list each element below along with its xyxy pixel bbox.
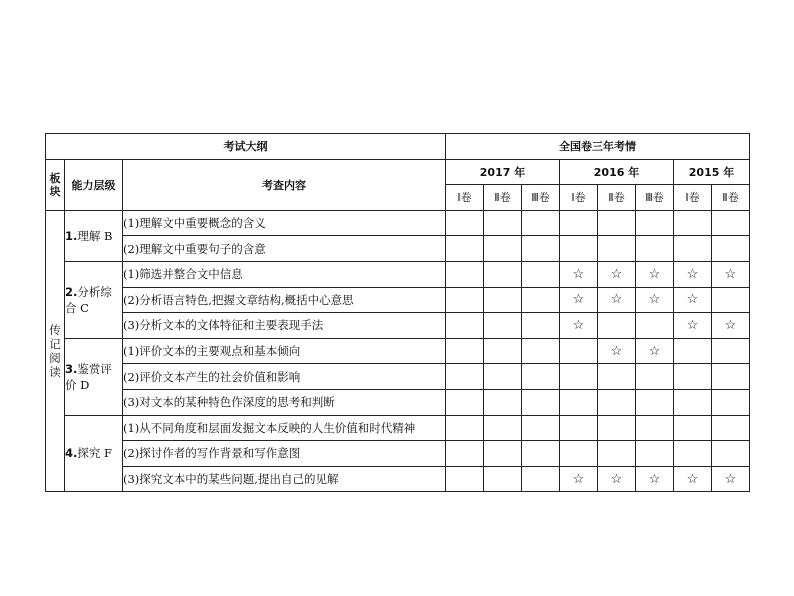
level-cell: 1.理解 B — [65, 210, 123, 261]
mark-cell — [674, 236, 712, 262]
year-header-2015: 2015 年 — [674, 159, 750, 185]
star-mark: ☆ — [598, 261, 636, 287]
mark-cell — [674, 210, 712, 236]
mark-cell — [522, 313, 560, 339]
mark-cell — [446, 210, 484, 236]
star-mark: ☆ — [560, 261, 598, 287]
mark-cell — [598, 415, 636, 441]
mark-cell — [484, 261, 522, 287]
mark-cell — [484, 313, 522, 339]
mark-cell — [598, 236, 636, 262]
star-mark: ☆ — [674, 466, 712, 492]
content-cell: (2)评价文本产生的社会价值和影响 — [123, 364, 446, 390]
section-label: 传记阅读 — [46, 210, 65, 492]
mark-cell — [598, 313, 636, 339]
content-cell: (2)探讨作者的写作背景和写作意图 — [123, 441, 446, 467]
content-cell: (1)评价文本的主要观点和基本倾向 — [123, 338, 446, 364]
star-mark: ☆ — [636, 338, 674, 364]
level-cell: 4.探究 F — [65, 415, 123, 492]
mark-cell — [446, 415, 484, 441]
paper-header: Ⅲ卷 — [636, 185, 674, 211]
mark-cell — [560, 338, 598, 364]
exam-outline-header: 考试大纲 — [46, 134, 446, 160]
mark-cell — [636, 441, 674, 467]
mark-cell — [674, 389, 712, 415]
three-year-exam-header: 全国卷三年考情 — [446, 134, 750, 160]
mark-cell — [636, 313, 674, 339]
mark-cell — [598, 364, 636, 390]
mark-cell — [712, 364, 750, 390]
mark-cell — [522, 364, 560, 390]
mark-cell — [522, 287, 560, 313]
mark-cell — [446, 364, 484, 390]
star-mark: ☆ — [598, 287, 636, 313]
mark-cell — [598, 210, 636, 236]
exam-outline-table — [45, 133, 750, 492]
star-mark: ☆ — [560, 313, 598, 339]
year-header-2017: 2017 年 — [446, 159, 560, 185]
mark-cell — [674, 415, 712, 441]
content-cell: (1)从不同角度和层面发掘文本反映的人生价值和时代精神 — [123, 415, 446, 441]
content-cell: (3)分析文本的文体特征和主要表现手法 — [123, 313, 446, 339]
mark-cell — [446, 338, 484, 364]
content-cell: (1)理解文中重要概念的含义 — [123, 210, 446, 236]
mark-cell — [484, 441, 522, 467]
mark-cell — [712, 236, 750, 262]
star-mark: ☆ — [712, 313, 750, 339]
mark-cell — [522, 389, 560, 415]
paper-header: Ⅰ卷 — [446, 185, 484, 211]
mark-cell — [712, 415, 750, 441]
mark-cell — [484, 364, 522, 390]
mark-cell — [674, 441, 712, 467]
mark-cell — [446, 313, 484, 339]
paper-header: Ⅱ卷 — [598, 185, 636, 211]
mark-cell — [598, 441, 636, 467]
mark-cell — [674, 364, 712, 390]
mark-cell — [484, 338, 522, 364]
mark-cell — [712, 441, 750, 467]
star-mark: ☆ — [712, 261, 750, 287]
content-cell: (1)筛选并整合文中信息 — [123, 261, 446, 287]
level-column-header: 能力层级 — [65, 159, 123, 210]
star-mark: ☆ — [674, 313, 712, 339]
mark-cell — [522, 210, 560, 236]
mark-cell — [712, 210, 750, 236]
star-mark: ☆ — [712, 466, 750, 492]
mark-cell — [560, 364, 598, 390]
mark-cell — [674, 338, 712, 364]
paper-header: Ⅱ卷 — [484, 185, 522, 211]
content-column-header: 考查内容 — [123, 159, 446, 210]
star-mark: ☆ — [636, 466, 674, 492]
mark-cell — [522, 466, 560, 492]
mark-cell — [484, 389, 522, 415]
mark-cell — [522, 338, 560, 364]
section-column-header: 板块 — [46, 159, 65, 210]
paper-header: Ⅱ卷 — [712, 185, 750, 211]
level-cell: 2.分析综合 C — [65, 261, 123, 338]
mark-cell — [712, 338, 750, 364]
mark-cell — [446, 389, 484, 415]
star-mark: ☆ — [636, 287, 674, 313]
star-mark: ☆ — [636, 261, 674, 287]
content-cell: (3)对文本的某种特色作深度的思考和判断 — [123, 389, 446, 415]
mark-cell — [484, 236, 522, 262]
mark-cell — [484, 466, 522, 492]
mark-cell — [522, 441, 560, 467]
paper-header: Ⅲ卷 — [522, 185, 560, 211]
mark-cell — [484, 210, 522, 236]
mark-cell — [636, 210, 674, 236]
mark-cell — [446, 441, 484, 467]
mark-cell — [598, 389, 636, 415]
star-mark: ☆ — [598, 466, 636, 492]
mark-cell — [560, 389, 598, 415]
star-mark: ☆ — [674, 261, 712, 287]
mark-cell — [560, 441, 598, 467]
mark-cell — [560, 236, 598, 262]
level-cell: 3.鉴赏评价 D — [65, 338, 123, 415]
mark-cell — [522, 415, 560, 441]
mark-cell — [522, 261, 560, 287]
mark-cell — [712, 389, 750, 415]
star-mark: ☆ — [598, 338, 636, 364]
mark-cell — [712, 287, 750, 313]
star-mark: ☆ — [674, 287, 712, 313]
year-header-2016: 2016 年 — [560, 159, 674, 185]
mark-cell — [636, 389, 674, 415]
mark-cell — [484, 287, 522, 313]
paper-header: Ⅰ卷 — [560, 185, 598, 211]
paper-header: Ⅰ卷 — [674, 185, 712, 211]
content-cell: (2)理解文中重要句子的含意 — [123, 236, 446, 262]
mark-cell — [446, 466, 484, 492]
mark-cell — [560, 210, 598, 236]
content-cell: (3)探究文本中的某些问题,提出自己的见解 — [123, 466, 446, 492]
mark-cell — [446, 261, 484, 287]
mark-cell — [484, 415, 522, 441]
mark-cell — [636, 236, 674, 262]
star-mark: ☆ — [560, 466, 598, 492]
mark-cell — [636, 364, 674, 390]
star-mark: ☆ — [560, 287, 598, 313]
mark-cell — [522, 236, 560, 262]
mark-cell — [636, 415, 674, 441]
mark-cell — [446, 236, 484, 262]
mark-cell — [560, 415, 598, 441]
mark-cell — [446, 287, 484, 313]
content-cell: (2)分析语言特色,把握文章结构,概括中心意思 — [123, 287, 446, 313]
